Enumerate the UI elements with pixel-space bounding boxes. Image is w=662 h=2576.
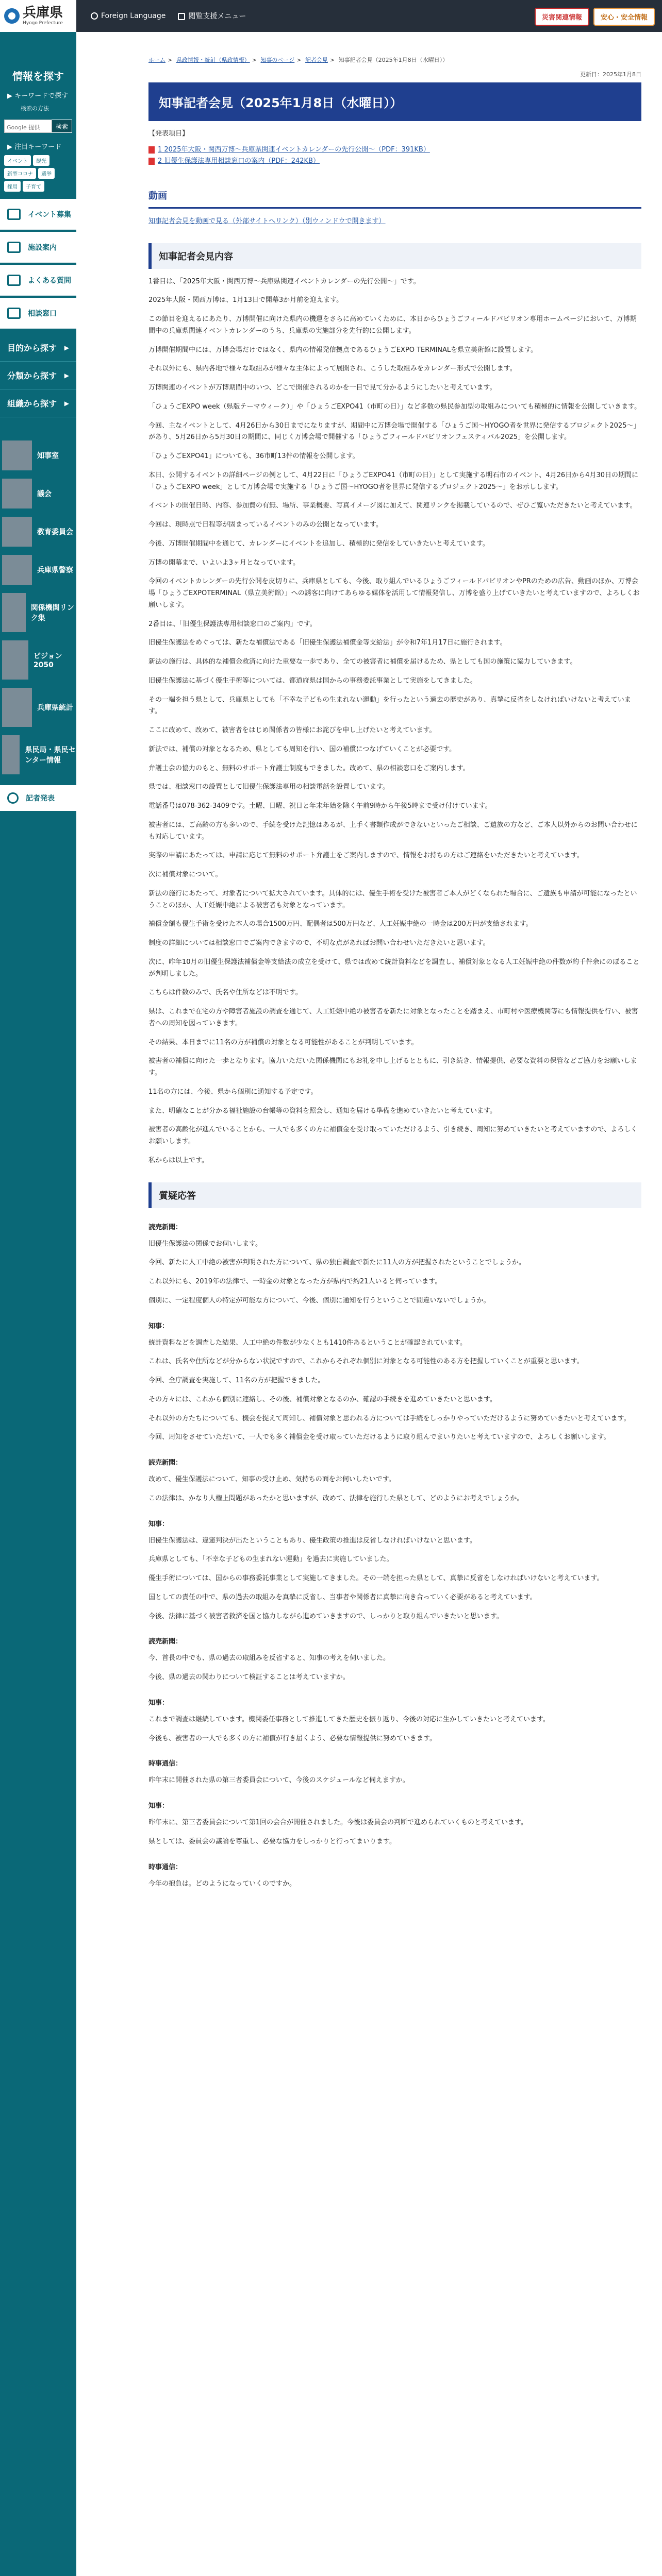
- main-content: [76, 32, 662, 1890]
- keyword-chip[interactable]: 観光: [33, 155, 49, 166]
- qa-line: 今回、周知をさせていただいて、一人でも多く補償金を受け取っていただけるように取り組んでまいりたいと考えていますので、よろしくお願いします。: [148, 1433, 610, 1442]
- record-heading: 知事記者会見内容: [148, 243, 641, 269]
- pdf-icon: [148, 158, 155, 165]
- globe-icon: [91, 12, 98, 20]
- sidebar-banners: [0, 438, 76, 777]
- qa-line: 今後、県の過去の関わりについて検証することは考えていますか。: [148, 1673, 350, 1682]
- banner-assembly[interactable]: 議会: [0, 476, 76, 511]
- paragraph: 「ひょうごEXPO41」についても、36市町13件の情報を公開します。: [148, 452, 359, 461]
- paragraph: 「ひょうごEXPO week（県版テーマウィーク）」や「ひょうごEXPO41（市町の日）」など多数の県民参加型の取組みについても積極的に情報を公開していきます。: [148, 402, 641, 411]
- qa-line: 県としては、委員会の議論を尊重し、必要な協力をしっかりと行ってまいります。: [148, 1837, 396, 1845]
- prefecture-emblem-icon: [4, 8, 20, 24]
- paragraph: 万博開催期間中には、万博会場だけではなく、県内の情報発信拠点であるひょうごEXPO TERMINALを県立美術館に設置します。: [148, 346, 538, 354]
- qa-item: [148, 1457, 641, 1505]
- qa-line: 兵庫県としても、「不幸な子どもの生まれない運動」を過去に実施していました。: [148, 1555, 393, 1564]
- paragraph: 次に、昨年10月の旧優生保護法補償金等支給法の成立を受けて、県では改めて統計資料などを調査し、補償対象となる人工妊娠中絶の件数が約千件余にのぼることが判明しました。: [148, 958, 640, 978]
- qa-line: これ以外にも、2019年の法律で、一時金の対象となった方が県内で約21人いると伺っています。: [148, 1278, 442, 1286]
- paragraph: その結果、本日までに11名の方が補償の対象となる可能性があることが判明しています。: [148, 1038, 418, 1046]
- pdf-link[interactable]: 2 旧優生保護法専用相談窓口の案内（PDF：242KB）: [148, 156, 641, 167]
- paragraph: 補償金額も優生手術を受けた本人の場合1500万円、配偶者は500万円など、人工妊娠中絶の一時金は200万円が支給されます。: [148, 920, 533, 928]
- paragraph: 万博の開幕まで、いよいよ3ヶ月となっています。: [148, 558, 300, 567]
- qa-line: 今、首長の中でも、県の過去の取組みを反省すると、知事の考えを伺いました。: [148, 1654, 390, 1663]
- paragraph: 万博関連のイベントが万博期間中のいつ、どこで開催されるのかを一目で見て分かるようにしたいと考えています。: [148, 384, 496, 392]
- building-icon: [7, 242, 21, 253]
- sidebar-item-events[interactable]: イベント募集: [0, 199, 76, 230]
- qa-item: [148, 1800, 641, 1848]
- paragraph: 今回のイベントカレンダーの先行公開を皮切りに、兵庫県としても、今後、取り組んでいるひょうごフィールドパビリオンやPRのための広告、動画のほか、万博会場「ひょうごEXPOTERMINAL（県立美術館）」への誘客に向けてあらゆる媒体を活用して情報発信し、万博を盛り上げていきたいと考えていますので、よろしくお願いします。: [148, 578, 640, 609]
- qa-line: それ以外の方たちについても、機会を捉えて周知し、補償対象と思われる方については手続をしっかりやっていただけるように努めていきたいと考えています。: [148, 1414, 631, 1422]
- sidebar-explore: [0, 334, 76, 417]
- qa-line: 今年の抱負は。どのようになっていくのですか。: [148, 1879, 296, 1888]
- qa-speaker: 時事通信：: [148, 1863, 183, 1871]
- paragraph: 旧優生保護法をめぐっては、新たな補償法である「旧優生保護法補償金等支給法」が令和7年1月17日に施行されます。: [148, 639, 507, 647]
- chevron-right-icon: ▶: [64, 399, 69, 407]
- qa-speaker: 知事：: [148, 1699, 169, 1707]
- search-button[interactable]: 検索: [52, 120, 72, 133]
- logo-title: 兵庫県: [23, 5, 63, 21]
- paragraph: 私からは以上です。: [148, 1156, 208, 1164]
- qa-speaker: 知事：: [148, 1802, 169, 1810]
- breadcrumb-current: 知事記者会見（2025年1月8日（水曜日））: [338, 57, 449, 63]
- qa-heading: 質疑応答: [148, 1182, 641, 1208]
- qa-item: [148, 1222, 641, 1307]
- breadcrumb: ホーム > 県政情報・統計（県政情報） > 知事のページ > 記者会見 > 知事記者会見（2025年1月8日（水曜日））: [148, 57, 449, 63]
- paragraph: 2番目は、「旧優生保護法専用相談窓口のご案内」です。: [148, 620, 317, 628]
- accessibility-icon: [178, 13, 185, 20]
- paragraph: 今後、万博開催期間中を通じて、カレンダーにイベントを追加し、積極的に発信をしていきたいと考えています。: [148, 539, 489, 548]
- banner-photo: [2, 517, 32, 547]
- paragraph: 被害者の補償に向けた一歩となります。協力いただいた関係機関にもお礼を申し上げるとともに、引き続き、情報提供、必要な資料の保管などご協力をお願いします。: [148, 1057, 637, 1077]
- paragraph: 弁護士会の協力のもと、無料のサポート弁護士制度もできました。改めて、県の相談窓口をご案内します。: [148, 764, 470, 772]
- qa-item: [148, 1697, 641, 1745]
- qa-speaker: 知事：: [148, 1322, 169, 1330]
- foreign-language-link[interactable]: Foreign Language: [91, 12, 166, 20]
- qa-item: [148, 1518, 641, 1623]
- sidebar: [0, 32, 76, 2576]
- paragraph: 県は、これまで在宅の方や障害者施設の調査を通じて、人工妊娠中絶の被害者を新たに対象となったことを踏まえ、市町村や医療機関等にも情報提供を行い、被害者への周知を図っていきます。: [148, 1008, 638, 1027]
- logo-subtitle: Hyogo Prefecture: [23, 21, 63, 26]
- paragraph: その一端を担う県として、兵庫県としても「不幸な子どもの生まれない運動」を行ったという過去の歴史があり、真摯に反省をしなければいけないと考えています。: [148, 696, 631, 716]
- explore-by-organization[interactable]: 組織から探す ▶: [0, 389, 76, 417]
- paragraph: 新法では、補償の対象となるため、県としても周知を行い、国の補償につなげていくことが必要です。: [148, 745, 456, 753]
- keyword-chip[interactable]: イベント: [4, 155, 31, 166]
- video-link[interactable]: 知事記者会見を動画で見る（外部サイトへリンク）（別ウィンドウで開きます）: [148, 217, 386, 225]
- press-release-link[interactable]: 記者発表: [0, 785, 76, 811]
- site-logo[interactable]: [0, 0, 76, 32]
- record-body: [148, 276, 641, 1167]
- paragraph: 電話番号は078-362-3409です。土曜、日曜、祝日と年末年始を除く午前9時から午後5時まで受け付けています。: [148, 802, 492, 810]
- qa-line: 旧優生保護法は、違憲判決が出たということもあり、優生政策の推進は反省しなければいけないと思います。: [148, 1536, 476, 1545]
- video-heading: 動画: [148, 181, 641, 209]
- qa-line: 旧優生保護法の関係でお伺いします。: [148, 1240, 262, 1248]
- qa-speaker: 読売新聞：: [148, 1638, 183, 1646]
- paragraph: 次に補償対象について。: [148, 871, 222, 879]
- banner-photo: [2, 440, 32, 470]
- qa-line: この法律は、かなり人権上問題があったかと思いますが、改めて、法律を施行した県として、どのようにお考えでしょうか。: [148, 1494, 524, 1502]
- banner-photo: [2, 688, 32, 727]
- paragraph: それ以外にも、県内各地で様々な取組みが様々な主体によって展開され、こうした取組みをカレンダー形式で公開します。: [148, 365, 517, 373]
- pdf-link[interactable]: 1 2025年大阪・関西万博～兵庫県関連イベントカレンダーの先行公開～（PDF：391KB）: [148, 144, 641, 156]
- search-input[interactable]: Google 提供: [4, 120, 52, 133]
- sidebar-item-faq[interactable]: よくある質問: [0, 265, 76, 296]
- calendar-icon: [7, 209, 21, 220]
- qa-item: [148, 1861, 641, 1890]
- keyword-chip[interactable]: 採用: [4, 181, 21, 192]
- qa-speaker: 読売新聞：: [148, 1459, 183, 1467]
- site-search: [4, 120, 72, 133]
- qa-item: [148, 1320, 641, 1444]
- paragraph: 今回、主なイベントとして、4月26日から30日までになりますが、期間中に万博会場で開催する「ひょうご国～HYOGO者を世界に発信するプロジェクト2025～」があり、5月26日から5月30日の期間に、同じく万博会場で開催する「ひょうごフィールドパビリオンフェスティバル2025」を公開します。: [148, 421, 640, 442]
- qa-line: 今回、全庁調査を実施して、11名の方が把握できました。: [148, 1377, 325, 1385]
- breadcrumb-governor-page[interactable]: 知事のページ: [260, 57, 295, 63]
- paragraph: 今回は、現時点で日程等が固まっているイベントのみの公開となっています。: [148, 521, 383, 529]
- keyword-chip[interactable]: 新型コロナ: [4, 168, 36, 179]
- qa-line: その方々には、これから個別に連絡し、その後、補償対象となるのか、確認の手続きを進めていきたいと思います。: [148, 1395, 496, 1403]
- keyword-search-label[interactable]: ▶ キーワードで探す: [7, 92, 69, 100]
- paragraph: この節目を迎えるにあたり、万博開催に向けた県内の機運をさらに高めていくために、本日からひょうごフィールドパビリオン専用ホームページにおいて、万博期間中の兵庫県関連イベントカレンダーのうち、兵庫県の実施部分を先行的に公開します。: [148, 315, 637, 335]
- paragraph: 被害者の高齢化が進んでいることから、一人でも多くの方に補償金を受け取っていただけるよう、引き続き、周知に努めていきたいと考えていますので、よろしくお願いします。: [148, 1126, 638, 1146]
- paragraph: 県では、相談窓口の設置として旧優生保護法専用の相談電話を設置しています。: [148, 783, 389, 791]
- banner-education[interactable]: 教育委員会: [0, 514, 76, 549]
- paragraph: 旧優生保護法に基づく優生手術等については、都道府県は国からの事務委託事業として実施をしてきました。: [148, 676, 477, 685]
- keyword-chip[interactable]: 子育て: [23, 181, 44, 192]
- qa-line: 今後も、被害者の一人でも多くの方に補償が行き届くよう、必要な情報提供に努めていきます。: [148, 1734, 436, 1742]
- qa-speaker: 時事通信：: [148, 1760, 183, 1768]
- qa-line: 今後、法律に基づく被害者救済を国と協力しながら進めていきますので、しっかりと取り組んでいきたいと思います。: [148, 1612, 503, 1620]
- breadcrumb-prefecture-info[interactable]: 県政情報・統計（県政情報）: [176, 57, 250, 63]
- banner-regional-centers[interactable]: 県民局・県民センター情報: [0, 733, 76, 777]
- banner-photo: [2, 555, 32, 585]
- banner-vision-2050[interactable]: ビジョン2050: [0, 638, 76, 682]
- qa-line: 昨年末に開催された県の第三者委員会について、今後のスケジュールなど伺えますか。: [148, 1776, 409, 1785]
- paragraph: ここに改めて、改めて、被害者をはじめ関係者の皆様にお詫びを申し上げたいと考えています。: [148, 726, 436, 735]
- qa-line: 統計資料などを調査した結果、人工中絶の件数が少なくとも1410件あるということが確認されています。: [148, 1338, 467, 1347]
- page-title: 知事記者会見（2025年1月8日（水曜日））: [148, 82, 641, 121]
- search-help-link[interactable]: 検索の方法: [21, 105, 49, 112]
- banner-photo: [2, 593, 26, 632]
- rss-icon: [7, 792, 19, 804]
- qa-speaker: 知事：: [148, 1520, 169, 1528]
- keyword-chip[interactable]: 選挙: [38, 168, 55, 179]
- paragraph: 制度の詳細については相談窓口でご案内できますので、不明な点があればお問い合わせいただきたいと思います。: [148, 939, 490, 947]
- qa-line: 昨年末に、第三者委員会について第1回の会合が開催されました。今後は委員会の判断で進められていくものと考えています。: [148, 1819, 527, 1827]
- safety-info-button[interactable]: 安心・安全情報: [593, 8, 655, 26]
- chat-icon: [7, 308, 21, 319]
- qa-line: これは、氏名や住所などが分からない状況ですので、これからそれぞれ個別に対象となる可能性のある方を把握していくことが重要と思います。: [148, 1358, 584, 1366]
- sidebar-title: 情報を探す: [12, 70, 64, 82]
- sidebar-item-consultation[interactable]: 相談窓口: [0, 298, 76, 329]
- article: [148, 128, 641, 1890]
- banner-photo: [2, 479, 32, 509]
- updated-date: 更新日：2025年1月8日: [580, 71, 641, 78]
- explore-by-category[interactable]: 分類から探す ▶: [0, 362, 76, 389]
- materials-list: [148, 144, 641, 167]
- qa-line: 改めて、優生保護法について、知事の受け止め、気持ちの面をお伺いしたいです。: [148, 1476, 395, 1484]
- paragraph: 1番目は、「2025年大阪・関西万博～兵庫県関連イベントカレンダーの先行公開～」です。: [148, 277, 420, 285]
- qa-line: これまで調査は継続しています。機関委任事務として推進してきた歴史を振り返り、今後の対応に生かしていきたいと考えています。: [148, 1715, 550, 1723]
- paragraph: 被害者には、ご高齢の方も多いので、手続を受けた記憶はあるが、上手く書類作成ができないといったご相談、ご遺族の方など、ご本人以外からのお問い合わせにも対応しています。: [148, 821, 638, 841]
- hot-keywords-label: ▶ 注目キーワード: [7, 143, 62, 151]
- top-bar: [0, 0, 662, 32]
- pdf-icon: [148, 146, 155, 154]
- paragraph: 2025年大阪・関西万博は、1月13日で開幕3か月前を迎えます。: [148, 296, 343, 304]
- breadcrumb-press-conference[interactable]: 記者会見: [305, 57, 328, 63]
- banner-statistics[interactable]: 兵庫県統計: [0, 685, 76, 730]
- hot-keywords: [0, 154, 76, 197]
- paragraph: 新法の施行は、具体的な補償金救済に向けた重要な一歩であり、全ての被害者に補償を届けるため、県としても国の施策に協力していきます。: [148, 658, 577, 666]
- banner-related-links[interactable]: 関係機関リンク集: [0, 590, 76, 635]
- paragraph: 本日、公開するイベントの詳細ページの例として、4月22日に「ひょうごEXPO41（市町の日）」として実施する明石市のイベント、4月26日から4月30日の期間に「ひょうごEXPO week」として万博会場で実施する「ひょうご国～HYOGO者を世界に発信するプロジェクト2025～」をお示しします。: [148, 471, 638, 491]
- qa-speaker: 読売新聞：: [148, 1223, 183, 1231]
- accessibility-menu-link[interactable]: 閲覧支援メニュー: [178, 11, 246, 21]
- question-icon: [7, 275, 21, 286]
- paragraph: また、明確なことが分かる福祉施設の台帳等の資料を照会し、通知を届ける準備を進めていきたいと考えています。: [148, 1107, 496, 1115]
- sidebar-item-facilities[interactable]: 施設案内: [0, 232, 76, 263]
- breadcrumb-home[interactable]: ホーム: [148, 57, 166, 63]
- qa-line: 今回、新たに人工中絶の被害が判明された方について、県の独自調査で新たに11人の方が把握されたということでしょうか。: [148, 1259, 526, 1267]
- chevron-right-icon: ▶: [64, 371, 69, 379]
- qa-line: 個別に、一定程度個人の特定が可能な方について、今後、個別に通知を行うということで間違いないでしょうか。: [148, 1296, 490, 1304]
- qa-body: [148, 1222, 641, 1890]
- paragraph: イベントの開催日時、内容、参加費の有無、場所、事業概要、写真イメージ図に加えて、関連リンクを掲載しているので、ぜひご覧いただきたいと考えています。: [148, 502, 637, 510]
- banner-governor[interactable]: 知事室: [0, 438, 76, 473]
- banner-photo: [2, 735, 20, 774]
- banner-photo: [2, 640, 28, 680]
- materials-label: 【発表項目】: [148, 130, 189, 138]
- paragraph: 11名の方には、今後、県から個別に通知する予定です。: [148, 1088, 318, 1096]
- disaster-info-button[interactable]: 災害関連情報: [535, 8, 589, 26]
- chevron-right-icon: ▶: [64, 344, 69, 351]
- banner-police[interactable]: 兵庫県警察: [0, 552, 76, 587]
- paragraph: 実際の申請にあたっては、申請に応じて無料のサポート弁護士をご案内しますので、情報をお持ちの方はご連絡をいただきたいと考えています。: [148, 852, 584, 860]
- qa-line: 国としての責任の中で、県の過去の取組みを真摯に反省し、当事者や関係者に真摯に向き合っていく必要があると考えています。: [148, 1593, 537, 1601]
- explore-by-purpose[interactable]: 目的から探す ▶: [0, 334, 76, 362]
- paragraph: 新法の施行にあたって、対象者について拡大されています。具体的には、優生手術を受けた被害者ご本人がどくなられた場合に、ご遺族も申請が可能になったということのほか、人工妊娠中絶による被害者も対象となっています。: [148, 889, 637, 909]
- sidebar-nav: [0, 199, 76, 329]
- paragraph: こちらは件数のみで、氏名や住所などは不明です。: [148, 989, 302, 997]
- qa-item: [148, 1758, 641, 1787]
- qa-item: [148, 1636, 641, 1684]
- qa-line: 優生手術については、国からの事務委託事業として実施してきました。その一端を担った県として、真摯に反省をしなければいけないと考えています。: [148, 1574, 604, 1583]
